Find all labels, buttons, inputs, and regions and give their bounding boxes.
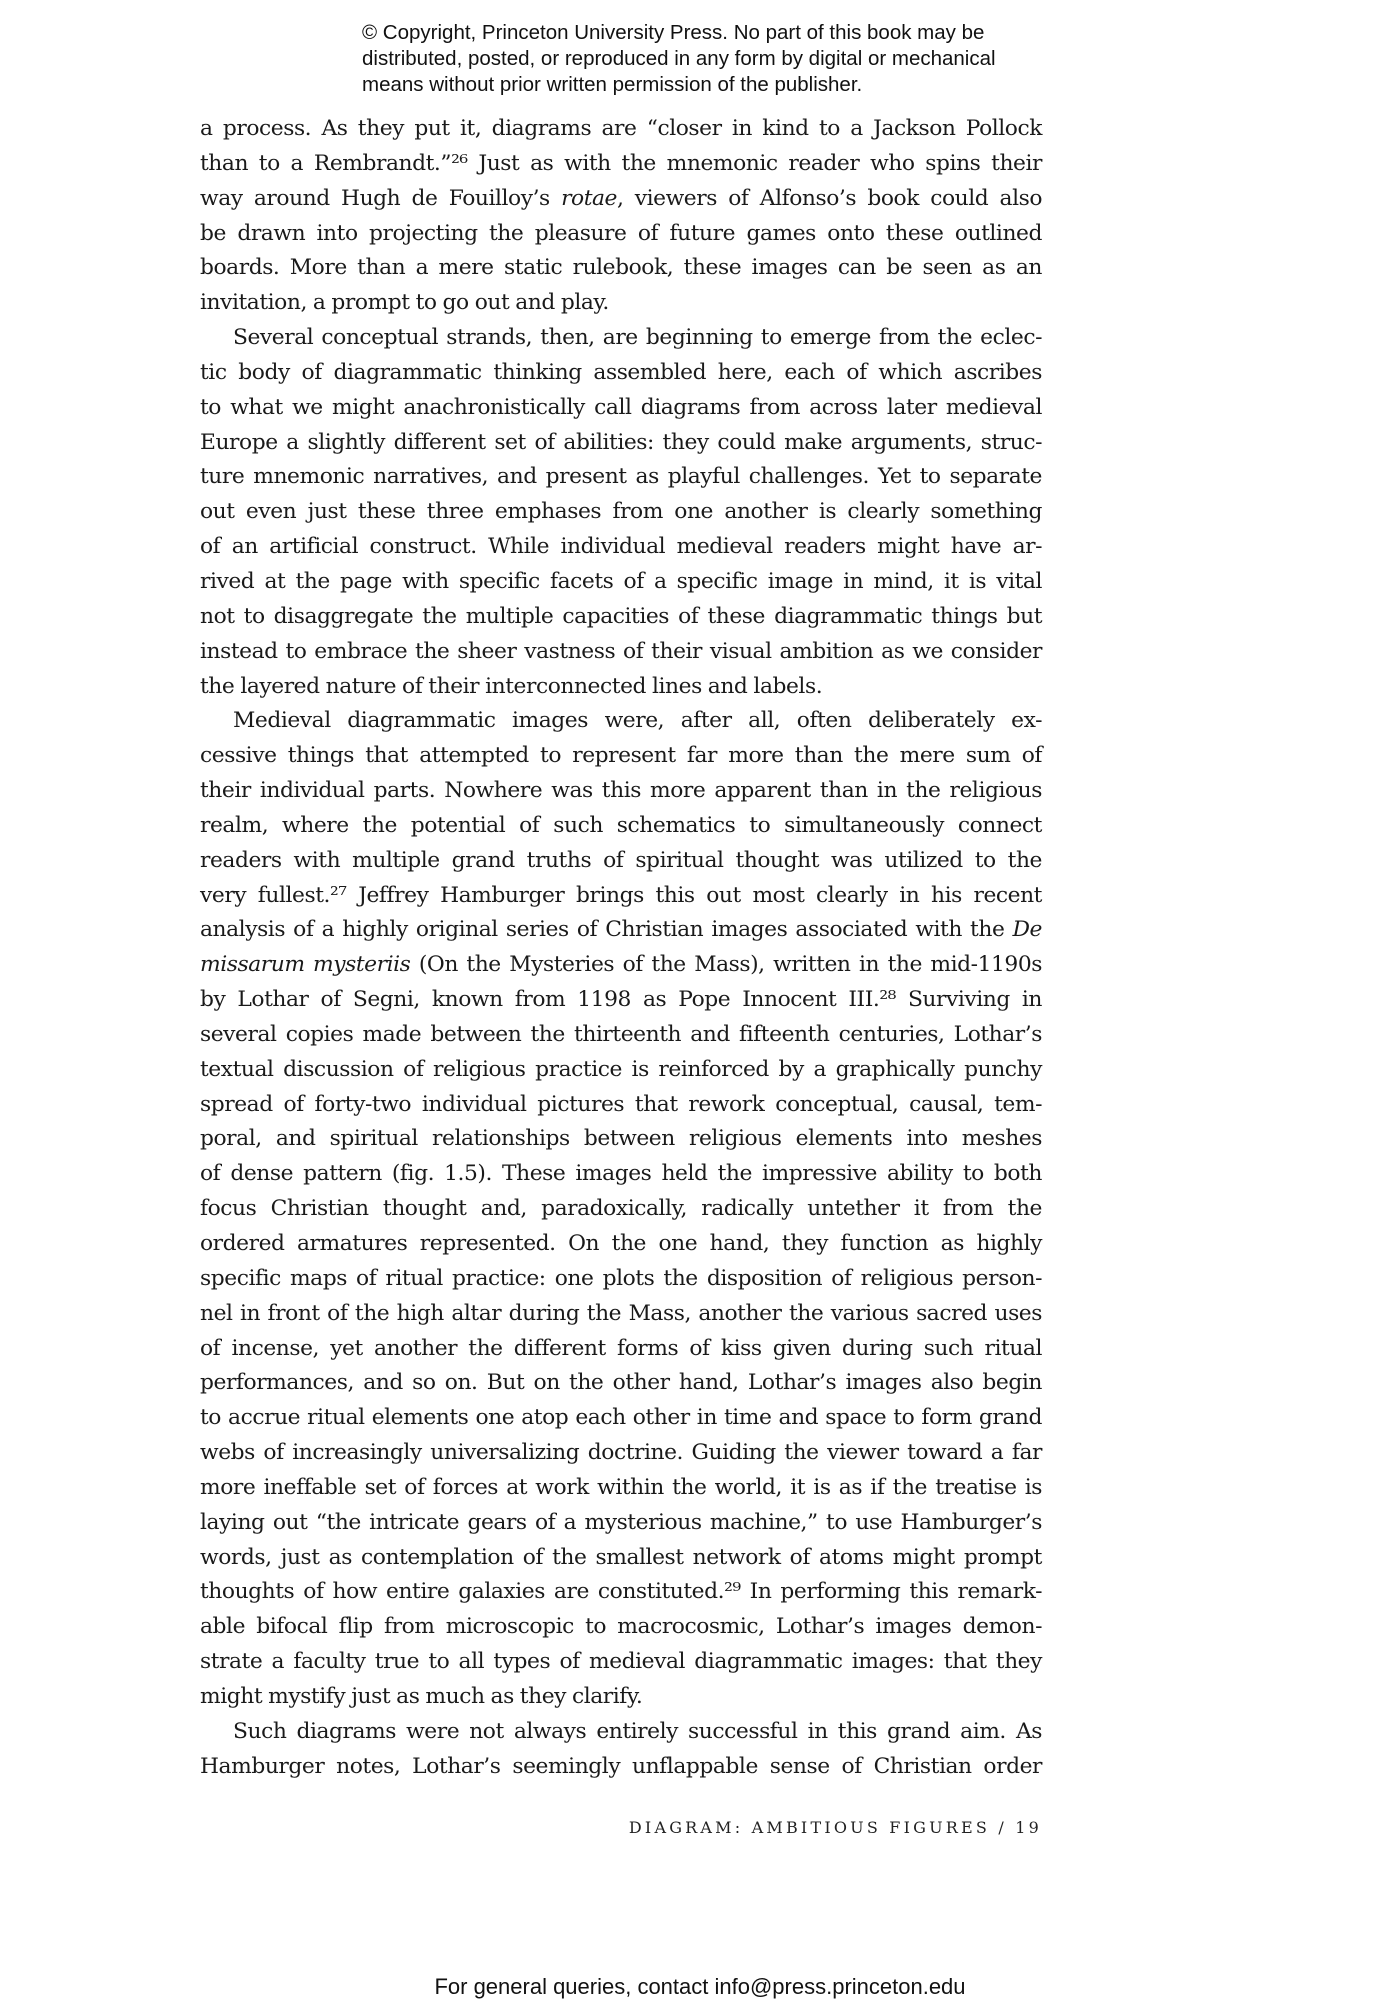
text-line: specific maps of ritual practice: one plots the disposition of religious person- <box>200 1265 1042 1291</box>
text-line: very fullest.²⁷ Jeffrey Hamburger brings this out most clearly in his recent <box>200 882 1042 908</box>
text-line: ture mnemonic narratives, and present as playful challenges. Yet to separate <box>200 464 1042 490</box>
text-line: analysis of a highly original series of Christian images associated with the De <box>200 917 1042 943</box>
text-line: performances, and so on. But on the other hand, Lothar’s images also begin <box>200 1370 1042 1396</box>
text-line: their individual parts. Nowhere was this more apparent than in the religious <box>200 778 1042 804</box>
text-line: Europe a slightly different set of abilities: they could make arguments, struc- <box>200 429 1042 455</box>
text-line: be drawn into projecting the pleasure of future games onto these outlined <box>200 220 1042 246</box>
text-line: missarum mysteriis (On the Mysteries of the Mass), written in the mid-1190s <box>200 952 1042 978</box>
text-line: spread of forty-two individual pictures that rework conceptual, causal, tem- <box>200 1091 1042 1117</box>
text-line: textual discussion of religious practice is reinforced by a graphically punchy <box>200 1056 1042 1082</box>
text-line: of an artificial construct. While individual medieval readers might have ar- <box>200 534 1042 560</box>
copyright-line: distributed, posted, or reproduced in any form by digital or mechanical <box>362 47 996 70</box>
text-line: out even just these three emphases from one another is clearly something <box>200 499 1042 525</box>
text-line: of incense, yet another the different forms of kiss given during such ritual <box>200 1335 1042 1361</box>
text-line: to accrue ritual elements one atop each other in time and space to form grand <box>200 1405 1042 1431</box>
text-line: strate a faculty true to all types of medieval diagrammatic images: that they <box>200 1649 1042 1675</box>
text-line: more ineffable set of forces at work within the world, it is as if the treatise is <box>200 1474 1042 1500</box>
text-line: nel in front of the high altar during the Mass, another the various sacred uses <box>200 1300 1042 1326</box>
text-line: Medieval diagrammatic images were, after all, often deliberately ex- <box>233 708 1042 734</box>
text-line: a process. As they put it, diagrams are “closer in kind to a Jackson Pollock <box>200 116 1042 141</box>
text-line: the layered nature of their interconnected lines and labels. <box>200 673 823 699</box>
text-line: able bifocal flip from microscopic to macrocosmic, Lothar’s images demon- <box>200 1614 1042 1640</box>
text-line: cessive things that attempted to represent far more than the mere sum of <box>200 743 1042 769</box>
text-line: Hamburger notes, Lothar’s seemingly unflappable sense of Christian order <box>200 1753 1042 1779</box>
text-line: Such diagrams were not always entirely successful in this grand aim. As <box>233 1718 1042 1744</box>
text-line: not to disaggregate the multiple capacities of these diagrammatic things but <box>200 603 1042 629</box>
copyright-line: means without prior written permission of the publisher. <box>362 73 863 96</box>
text-line: invitation, a prompt to go out and play. <box>200 290 609 316</box>
copyright-notice <box>362 20 1062 98</box>
running-footer: DIAGRAM: AMBITIOUS FIGURES / 19 <box>628 1818 1042 1837</box>
text-line: tic body of diagrammatic thinking assembled here, each of which ascribes <box>200 359 1042 385</box>
text-line: webs of increasingly universalizing doctrine. Guiding the viewer toward a far <box>200 1440 1042 1466</box>
text-line: realm, where the potential of such schematics to simultaneously connect <box>200 812 1042 838</box>
text-line: way around Hugh de Fouilloy’s rotae, viewers of Alfonso’s book could also <box>200 185 1043 211</box>
text-line: than to a Rembrandt.”²⁶ Just as with the mnemonic reader who spins their <box>200 150 1042 176</box>
text-line: to what we might anachronistically call diagrams from across later medieval <box>200 394 1042 420</box>
text-line: might mystify just as much as they clarify. <box>200 1683 643 1709</box>
text-line: laying out “the intricate gears of a mysterious machine,” to use Hamburger’s <box>200 1509 1042 1535</box>
text-line: thoughts of how entire galaxies are constituted.²⁹ In performing this remark- <box>200 1579 1042 1605</box>
text-line: instead to embrace the sheer vastness of their visual ambition as we consider <box>200 638 1042 664</box>
text-line: boards. More than a mere static rulebook, these images can be seen as an <box>200 255 1042 281</box>
text-line: rived at the page with specific facets of a specific image in mind, it is vital <box>200 568 1042 594</box>
text-line: words, just as contemplation of the smallest network of atoms might prompt <box>200 1544 1042 1570</box>
body-text <box>200 112 1042 1785</box>
contact-notice: For general queries, contact info@press.princeton.edu <box>434 1974 966 1999</box>
copyright-line: © Copyright, Princeton University Press. No part of this book may be <box>362 21 985 44</box>
text-line: several copies made between the thirteenth and fifteenth centuries, Lothar’s <box>200 1021 1042 1047</box>
text-line: Several conceptual strands, then, are beginning to emerge from the eclec- <box>233 325 1042 351</box>
text-line: by Lothar of Segni, known from 1198 as Pope Innocent III.²⁸ Surviving in <box>200 987 1042 1013</box>
text-line: poral, and spiritual relationships between religious elements into meshes <box>200 1126 1042 1152</box>
text-line: ordered armatures represented. On the one hand, they function as highly <box>200 1231 1042 1256</box>
text-line: of dense pattern (fig. 1.5). These images held the impressive ability to both <box>200 1161 1042 1187</box>
text-line: readers with multiple grand truths of spiritual thought was utilized to the <box>200 847 1042 873</box>
text-line: focus Christian thought and, paradoxically, radically untether it from the <box>200 1196 1042 1222</box>
